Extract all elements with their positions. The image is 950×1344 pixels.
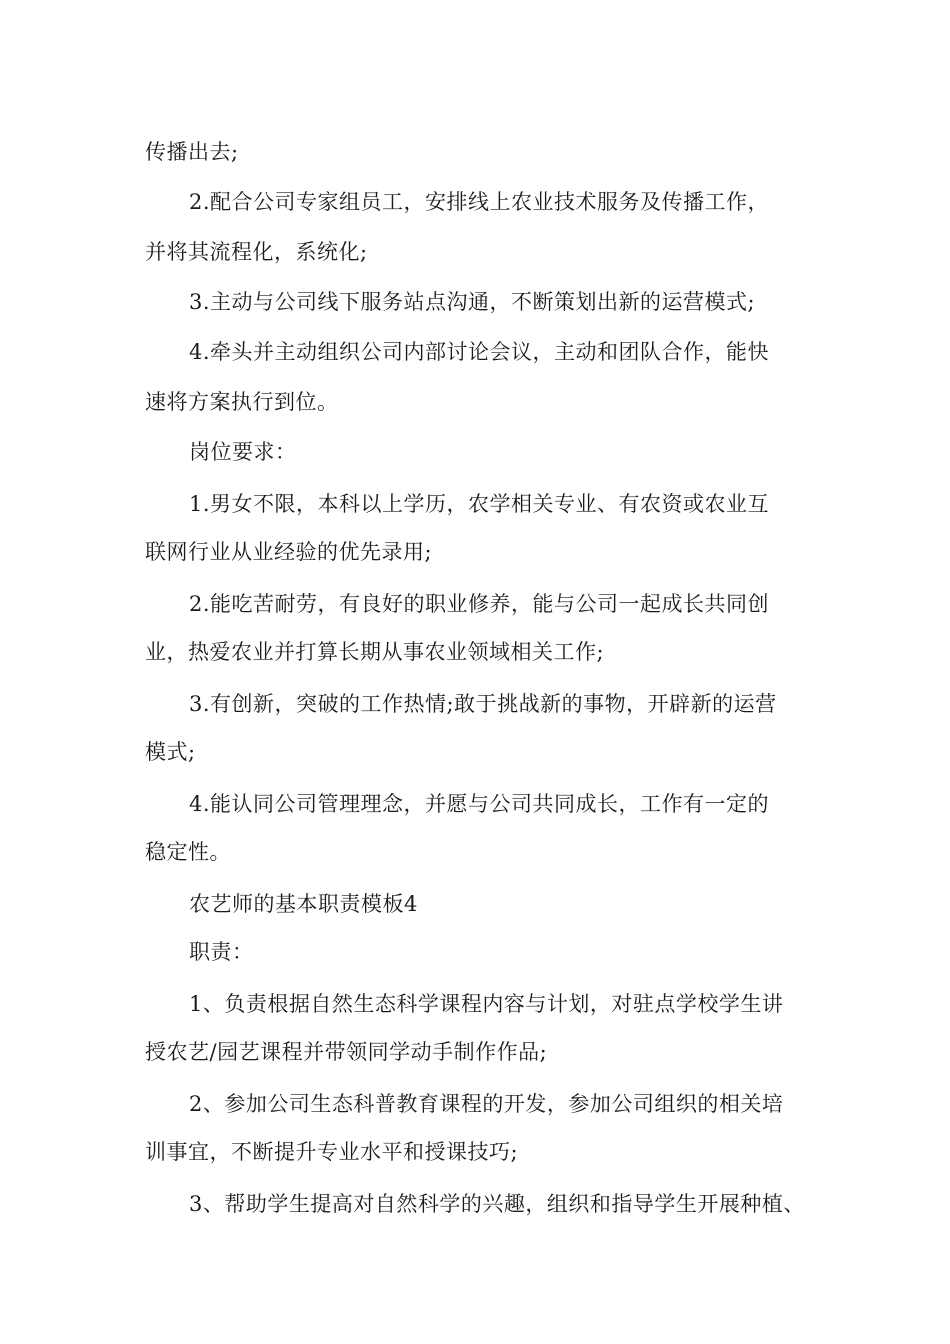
text-line: 3、帮助学生提高对自然科学的兴趣，组织和指导学生开展种植、 <box>189 1192 805 1216</box>
text-line: 联网行业从业经验的优先录用; <box>145 540 433 564</box>
text-line: 速将方案执行到位。 <box>145 390 339 414</box>
text-line: 职责： <box>189 940 254 964</box>
text-line: 授农艺/园艺课程并带领同学动手制作作品; <box>145 1040 548 1064</box>
text-line: 稳定性。 <box>145 840 231 864</box>
text-line: 4.能认同公司管理理念，并愿与公司共同成长，工作有一定的 <box>189 792 770 816</box>
text-line: 并将其流程化，系统化; <box>145 240 368 264</box>
text-line: 岗位要求： <box>189 440 297 464</box>
text-line: 模式; <box>145 740 196 764</box>
text-line: 3.主动与公司线下服务站点沟通，不断策划出新的运营模式; <box>189 290 756 314</box>
text-line: 2、参加公司生态科普教育课程的开发，参加公司组织的相关培 <box>189 1092 784 1116</box>
text-line: 3.有创新，突破的工作热情;敢于挑战新的事物，开辟新的运营 <box>189 692 777 716</box>
text-line: 1.男女不限，本科以上学历，农学相关专业、有农资或农业互 <box>189 492 770 516</box>
text-line: 4.牵头并主动组织公司内部讨论会议，主动和团队合作，能快 <box>189 340 770 364</box>
text-line: 1、负责根据自然生态科学课程内容与计划，对驻点学校学生讲 <box>189 992 784 1016</box>
text-line: 训事宜，不断提升专业水平和授课技巧; <box>145 1140 519 1164</box>
text-line: 2.配合公司专家组员工，安排线上农业技术服务及传播工作， <box>189 190 770 214</box>
text-line: 农艺师的基本职责模板4 <box>189 892 418 916</box>
text-line: 业，热爱农业并打算长期从事农业领域相关工作; <box>145 640 605 664</box>
text-line: 2.能吃苦耐劳，有良好的职业修养，能与公司一起成长共同创 <box>189 592 770 616</box>
text-line: 传播出去; <box>145 140 239 164</box>
